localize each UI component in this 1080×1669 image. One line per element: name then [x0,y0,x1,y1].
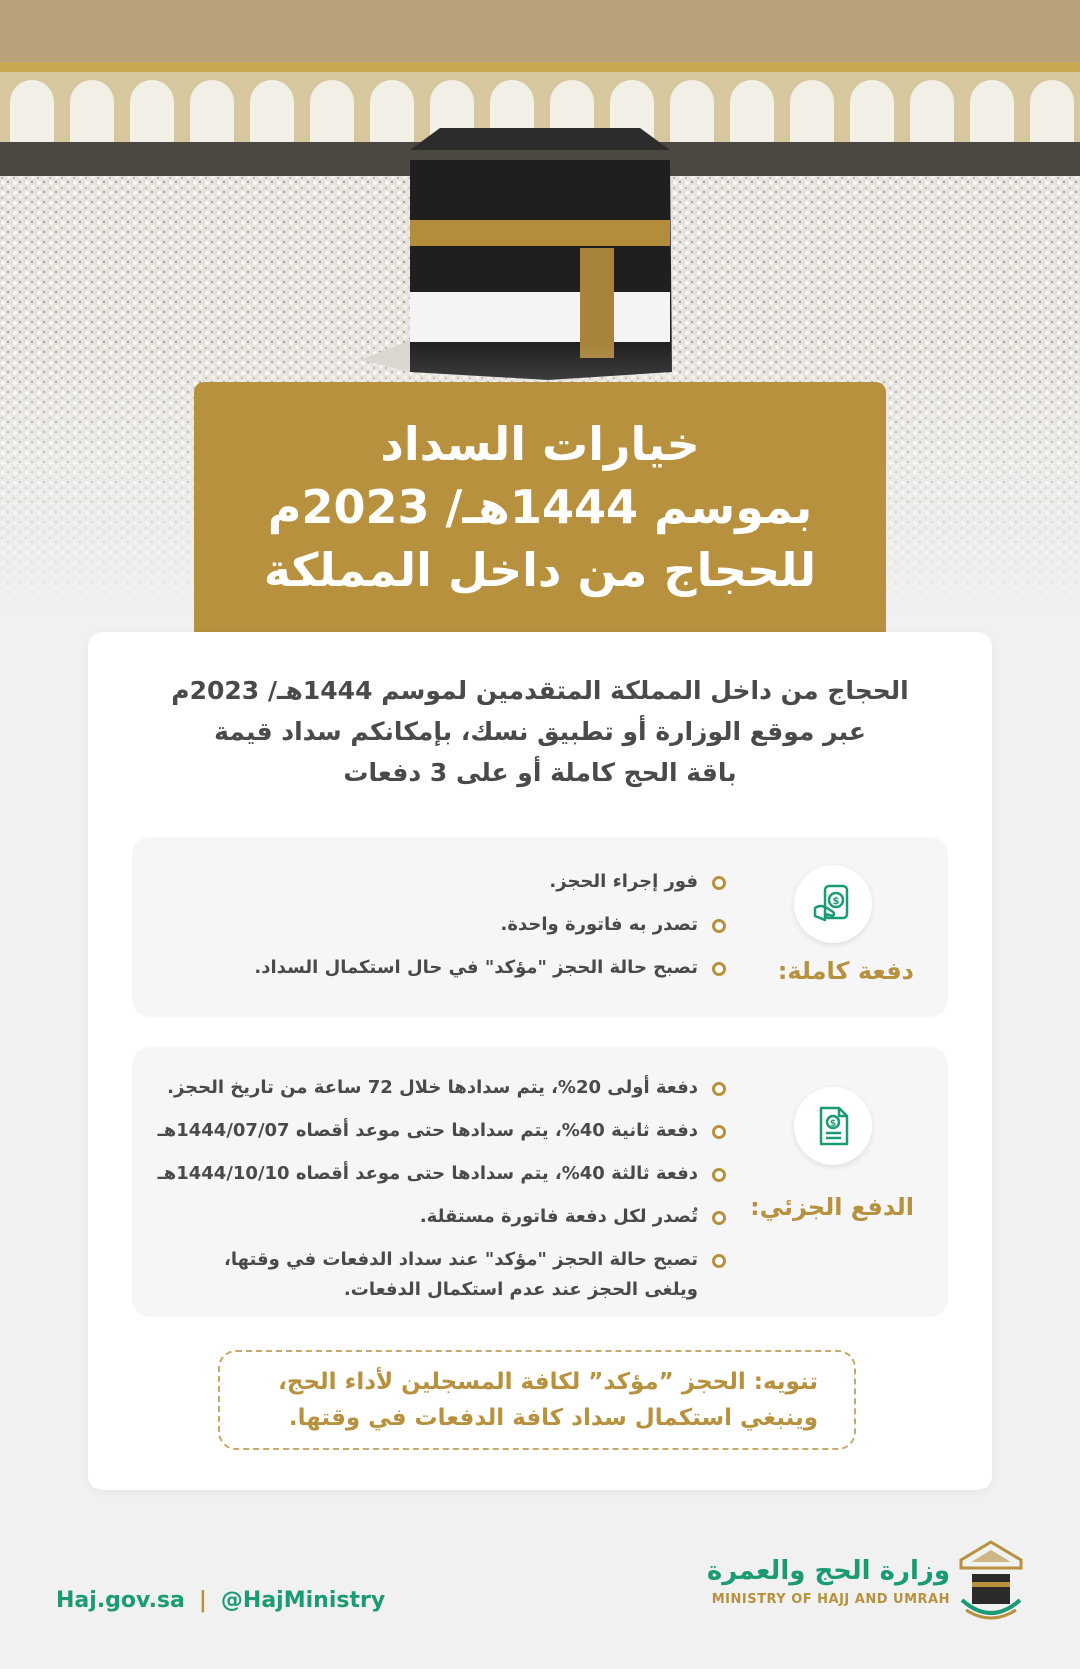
notice-line: تنويه: الحجز ”مؤكد” لكافة المسجلين لأداء الحج، [278,1369,818,1395]
list-item: تصدر به فاتورة واحدة. [254,910,726,940]
list-item: فور إجراء الحجز. [254,867,726,897]
intro-line: باقة الحج كاملة أو على 3 دفعات [343,758,737,787]
content-card [88,632,992,1490]
title-line-1: خيارات السداد [380,416,700,471]
ministry-name-en: MINISTRY OF HAJJ AND UMRAH [711,1592,950,1607]
list-item-line: ويلغى الحجز عند عدم استكمال الدفعات. [343,1279,698,1300]
list-item: دفعة ثانية 40%، يتم سدادها حتى موعد أقصاه 1444/07/07هـ [158,1116,726,1146]
intro-line: عبر موقع الوزارة أو تطبيق نسك، بإمكانكم سداد قيمة [214,717,866,746]
hand-money-icon [794,865,872,943]
ministry-name-ar: وزارة الحج والعمرة [706,1556,950,1586]
list-item [158,1245,726,1305]
intro-text [128,670,952,793]
footer-links [56,1588,385,1613]
partial-payment-heading: الدفع الجزئي: [750,1193,914,1221]
separator: | [198,1588,207,1613]
partial-payment-panel [132,1047,948,1317]
title-line-3: للحجاج من داخل المملكة [263,542,817,597]
list-item: تُصدر لكل دفعة فاتورة مستقلة. [158,1202,726,1232]
website-link[interactable]: Haj.gov.sa [56,1588,185,1613]
full-payment-list [254,867,726,996]
list-item: دفعة أولى 20%، يتم سدادها خلال 72 ساعة من تاريخ الحجز. [158,1073,726,1103]
list-item: تصبح حالة الحجز "مؤكد" في حال استكمال السداد. [254,953,726,983]
title-line-2: بموسم 1444هـ/ 2023م [267,479,813,534]
invoice-icon [794,1087,872,1165]
full-payment-heading: دفعة كاملة: [777,957,914,985]
partial-payment-list [158,1073,726,1305]
svg-text:$: $ [832,896,840,907]
intro-line: الحجاج من داخل المملكة المتقدمين لموسم 1444هـ/ 2023م [171,676,909,705]
title-banner [194,382,886,632]
svg-text:$: $ [829,1119,837,1129]
social-handle-link[interactable]: @HajMinistry [220,1588,386,1613]
ministry-name [707,1556,950,1607]
full-payment-panel [132,837,948,1017]
list-item: دفعة ثالثة 40%، يتم سدادها حتى موعد أقصاه 1444/10/10هـ [158,1159,726,1189]
notice-box [218,1350,856,1450]
ministry-logo-icon [956,1540,1026,1626]
notice-line: وينبغي استكمال سداد كافة الدفعات في وقتها. [288,1405,818,1431]
list-item-line: تصبح حالة الحجز "مؤكد" عند سداد الدفعات في وقتها، [224,1249,698,1270]
